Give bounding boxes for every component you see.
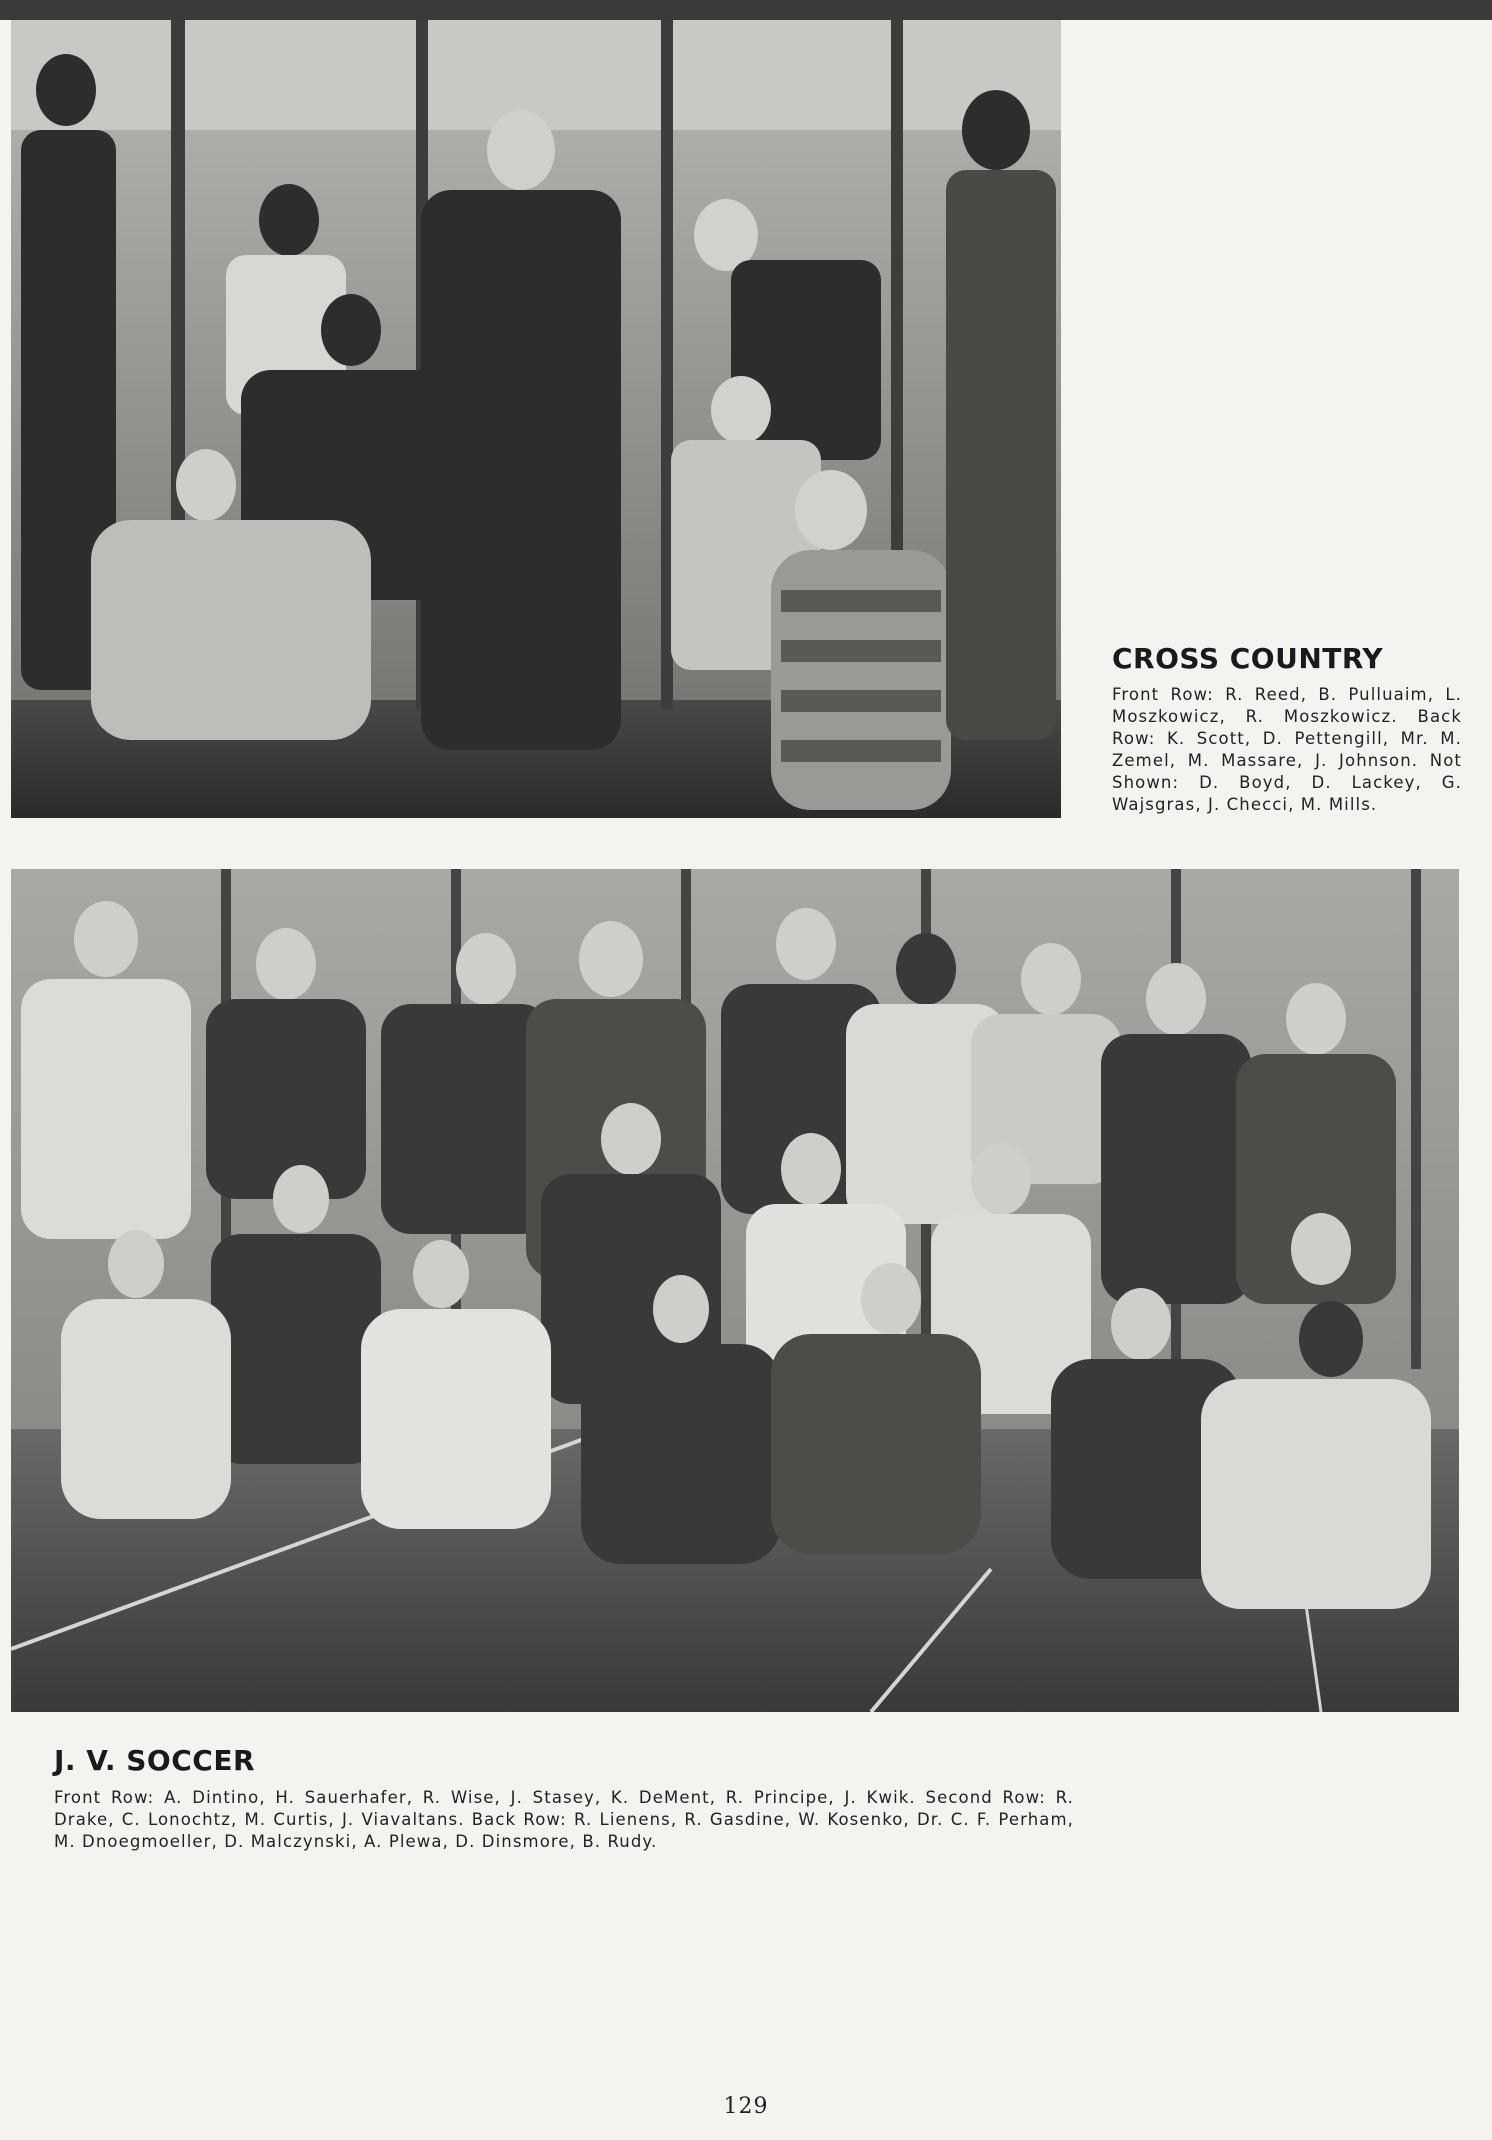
cross-country-title: CROSS COUNTRY [1112, 642, 1384, 675]
jv-soccer-photo-drawing [11, 869, 1459, 1712]
jv-soccer-caption: Front Row: A. Dintino, H. Sauerhafer, R. Wise, J. Stasey, K. DeMent, R. Principe, J. Kwik. Second Row: R. Drake, C. Lonochtz, M. Curtis, J. Viavaltans. Back Row: R. Lienens, R. Gasdine, W. Kosenko, Dr. C. F. Perham, M. Dnoegmoeller, D. Malczynski, A. Plewa, D. Dinsmore, B. Rudy. [54, 1788, 1074, 1851]
cross-country-caption: Front Row: R. Reed, B. Pulluaim, L. Moszkowicz, R. Moszkowicz. Back Row: K. Scott, D. Pettengill, Mr. M. Zemel, M. Massare, J. Johnson. Not Shown: D. Boyd, D. Lackey, G. Wajsgras, J. Checci, M. Mills. [1112, 685, 1462, 814]
cross-country-photo-drawing [11, 20, 1061, 818]
top-border [0, 0, 1492, 20]
jv-soccer-title: J. V. SOCCER [54, 1744, 256, 1777]
jv-soccer-team-photo [11, 869, 1459, 1712]
page-number: 129 [723, 2094, 769, 2119]
cross-country-team-photo [11, 20, 1061, 818]
